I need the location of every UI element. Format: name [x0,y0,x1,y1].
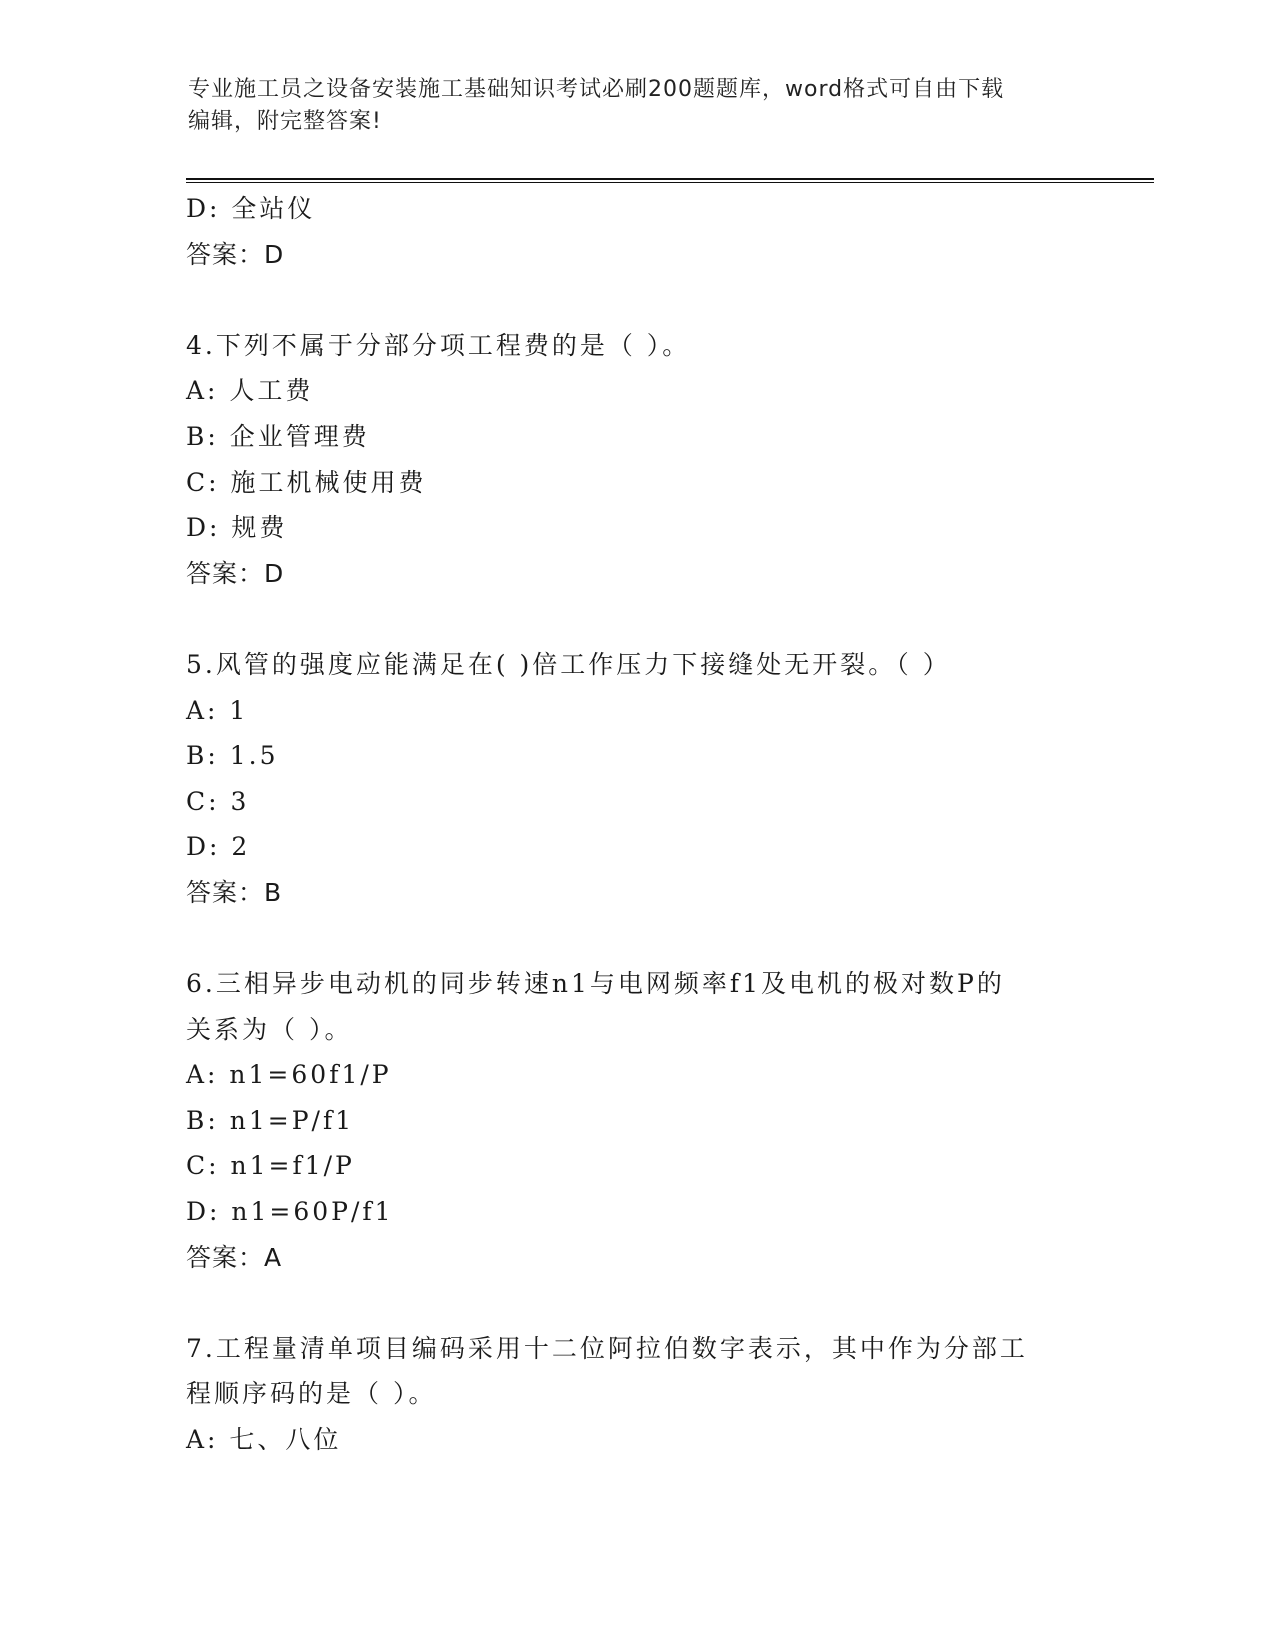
option-c: C: n1=f1/P [186,1151,355,1181]
question-stem-line-2: 程顺序码的是（ ）。 [186,1379,437,1409]
question-stem-line-2: 关系为（ ）。 [186,1014,353,1044]
option-d: D: 规费 [186,513,288,543]
option-a: A: 人工费 [186,376,314,406]
question-4 [186,323,1066,597]
option-b: B: 企业管理费 [186,421,370,451]
question-stem: 5.风管的强度应能满足在( )倍工作压力下接缝处无开裂。（ ） [186,649,951,679]
option-c: C: 3 [186,786,250,816]
spacer [186,1280,1066,1326]
option-a: A: 1 [186,695,249,725]
question-7 [186,1326,1066,1463]
answer: 答案：D [186,239,285,269]
question-stem-line-1: 7.工程量清单项目编码采用十二位阿拉伯数字表示，其中作为分部工 [186,1333,1028,1363]
option-c: C: 施工机械使用费 [186,467,427,497]
document-header [188,74,1068,138]
option-d: D: 全站仪 [186,194,316,223]
spacer [186,916,1066,962]
option-d: D: n1=60P/f1 [186,1197,394,1227]
answer: 答案：A [186,1242,283,1272]
header-rule-thick [186,178,1154,180]
option-a: A: 七、八位 [186,1425,342,1455]
option-b: B: n1=P/f1 [186,1105,355,1135]
option-a: A: n1=60f1/P [186,1060,392,1090]
spacer [186,596,1066,642]
document-body [186,186,1066,1463]
question-stem: 4.下列不属于分部分项工程费的是（ ）。 [186,330,691,360]
header-line-2: 编辑，附完整答案! [188,109,382,134]
answer: 答案：B [186,877,283,907]
spacer [186,277,1066,323]
option-b: B: 1.5 [186,741,279,771]
header-line-1: 专业施工员之设备安装施工基础知识考试必刷200题题库，word格式可自由下载 [188,77,1005,102]
header-rule-thin [186,182,1154,183]
answer: 答案：D [186,558,285,588]
previous-question-tail [186,186,1066,277]
option-d: D: 2 [186,832,251,862]
question-5 [186,642,1066,916]
question-6 [186,961,1066,1280]
question-stem-line-1: 6.三相异步电动机的同步转速n1与电网频率f1及电机的极对数P的 [186,969,1005,999]
